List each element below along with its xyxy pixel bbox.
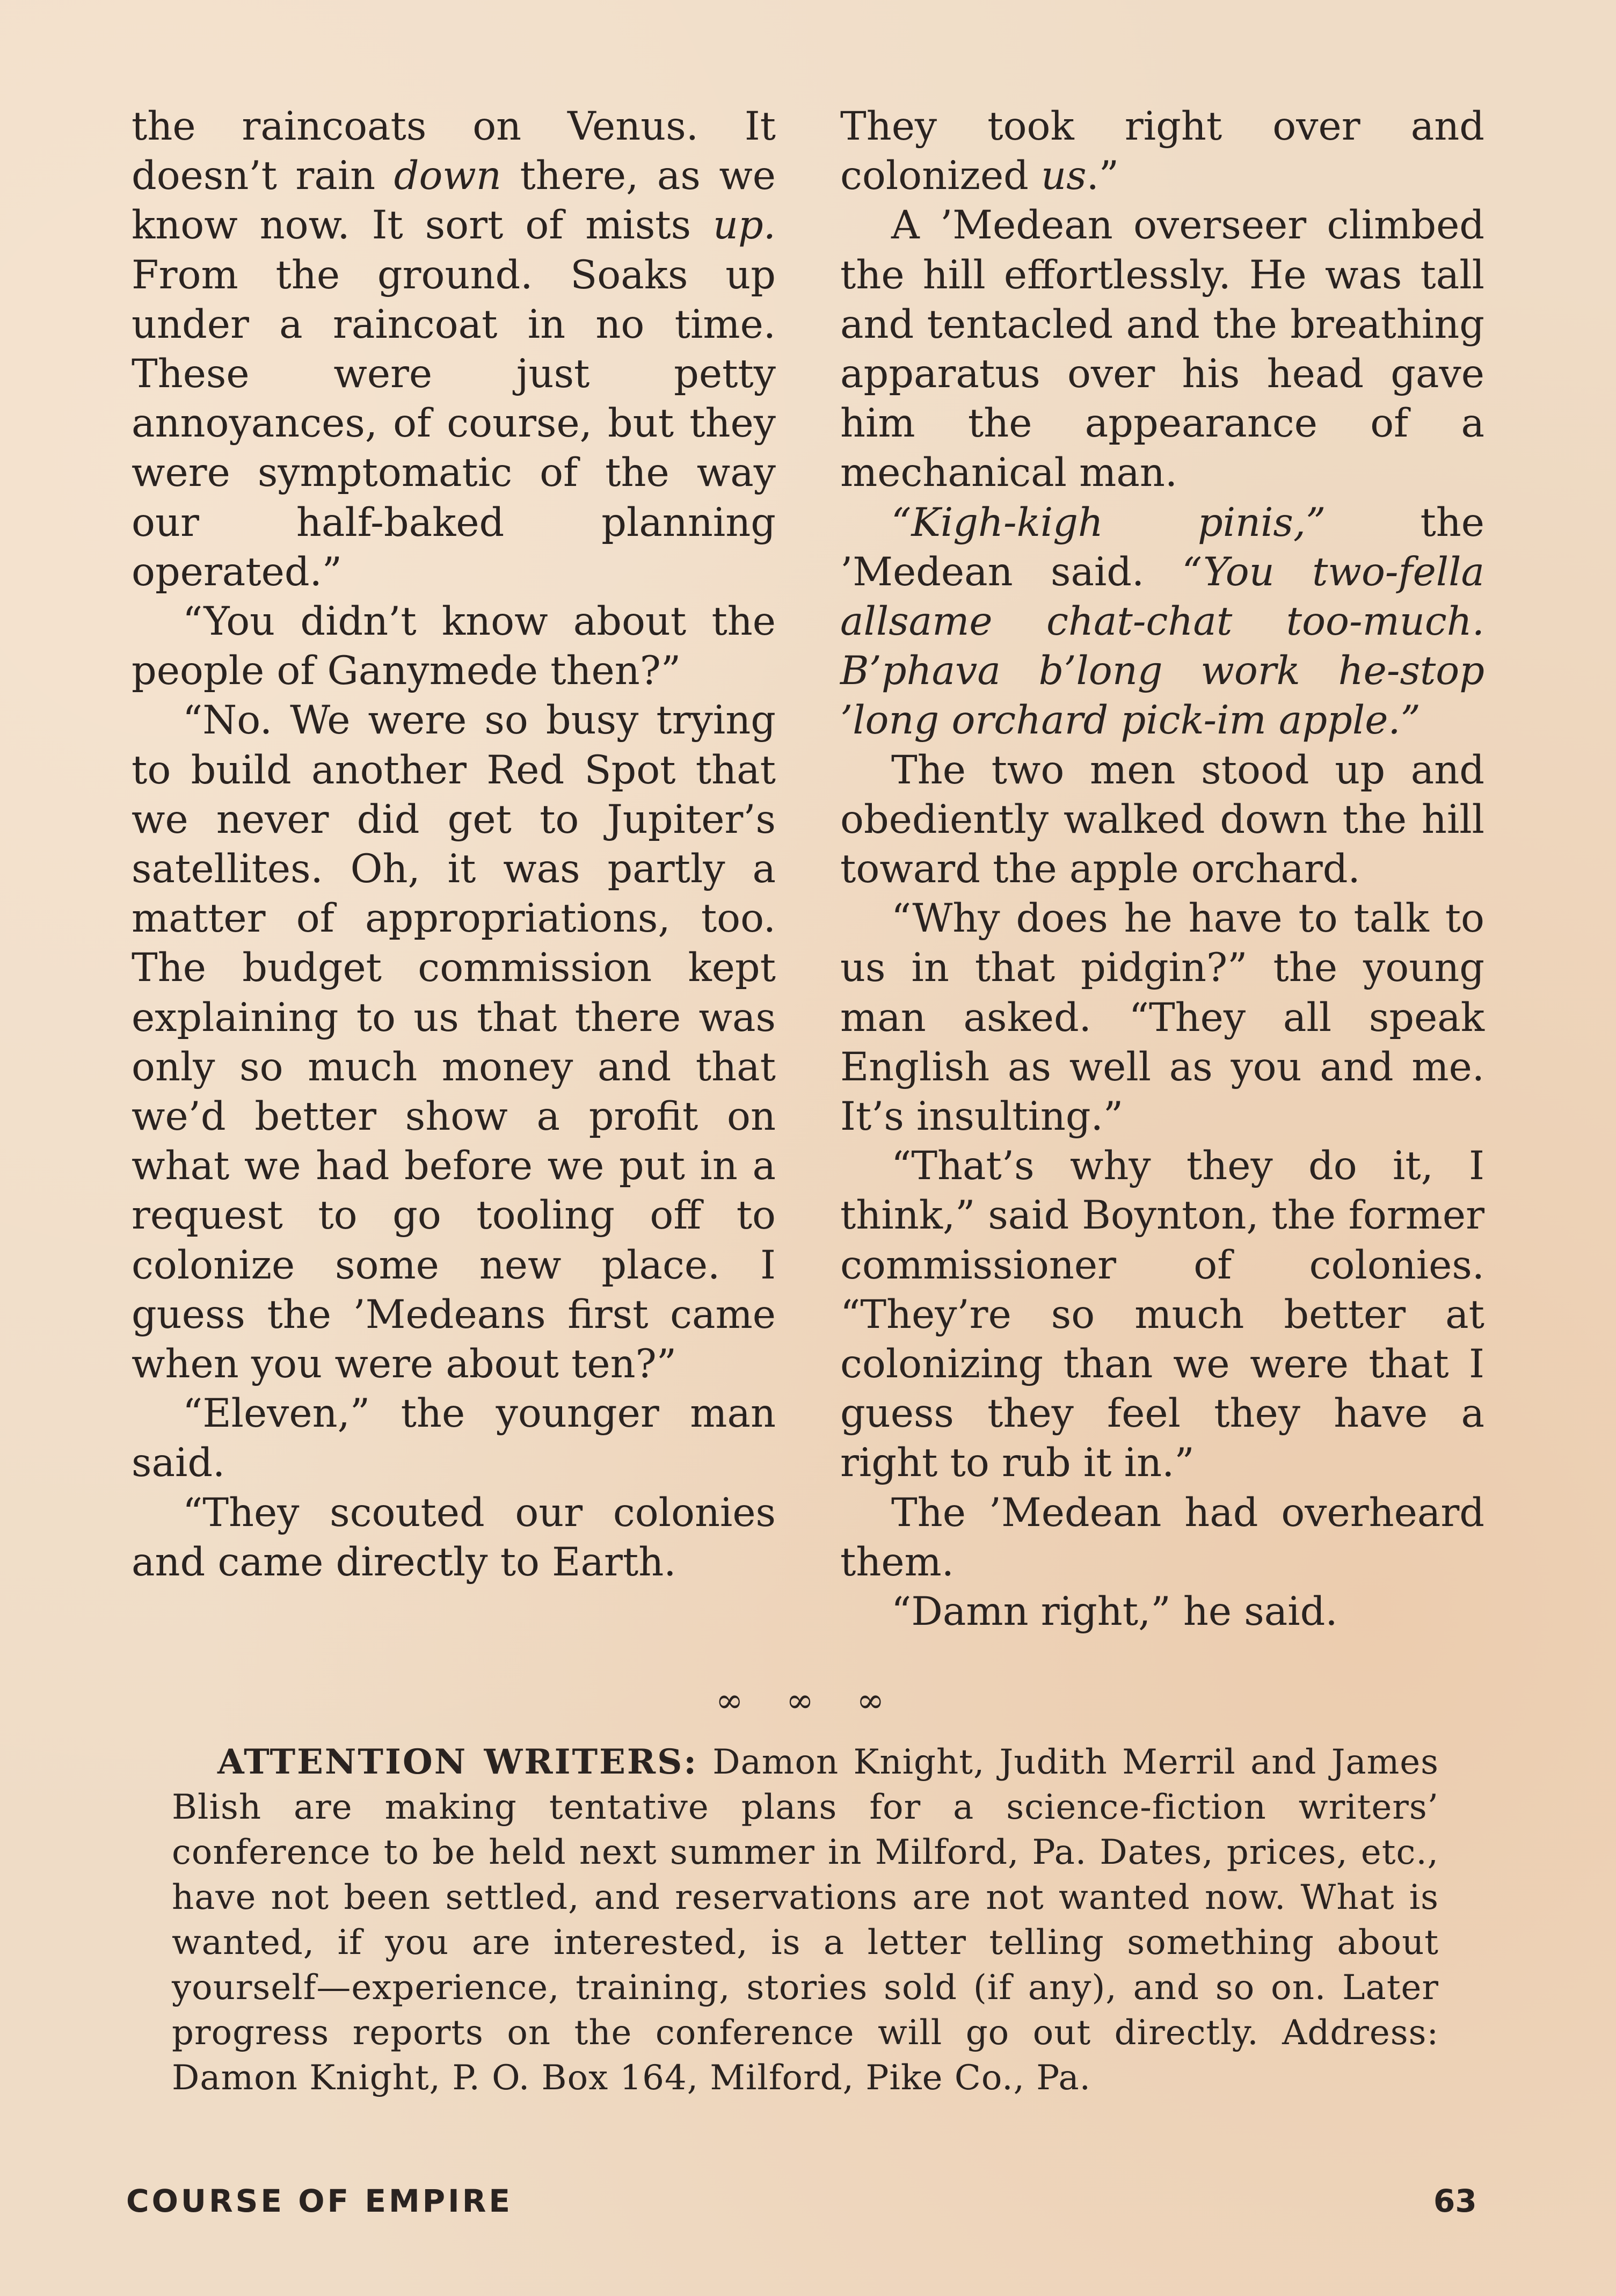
text-run: “Why does he have to talk to us in that pidgin?” the young man asked. “They all speak English as well as you and me. It’s insulting.” [840, 896, 1484, 1140]
running-footer-title: COURSE OF EMPIRE [126, 2183, 513, 2219]
paragraph [840, 201, 1484, 498]
text-run: the raincoats on Venus. It doesn’t rain [132, 104, 776, 199]
notice-lead: ATTENTION WRITERS: [217, 1742, 698, 1782]
italic-text: up. [713, 202, 776, 249]
left-column [132, 102, 776, 1587]
paragraph [840, 498, 1484, 746]
text-run: The ’Medean had overheard them. [840, 1490, 1484, 1585]
italic-text: us [1041, 153, 1087, 199]
paragraph [132, 102, 776, 597]
text-run: The two men stood up and obediently walked down the hill toward the apple orchard. [840, 747, 1484, 892]
paragraph [132, 597, 776, 696]
paragraph [132, 696, 776, 1389]
text-run: .” [1086, 153, 1119, 199]
text-run: “Eleven,” the younger man said. [132, 1391, 776, 1486]
paragraph [840, 1488, 1484, 1587]
attention-writers-notice [172, 1740, 1439, 2101]
section-separator: ∞ ∞ ∞ [715, 1681, 901, 1720]
paragraph [132, 1389, 776, 1488]
paragraph [840, 1587, 1484, 1637]
paragraph [840, 894, 1484, 1142]
right-column [840, 102, 1484, 1637]
italic-text: down [394, 153, 501, 199]
text-run: From the ground. Soaks up under a raincoat in no time. These were just petty annoyances, of course, but they were symptomatic of the way our half-baked planning operated.” [132, 252, 776, 595]
text-run: the ’Medean said. [840, 499, 1484, 595]
notice-body: Damon Knight, Judith Merril and James Blish are making tentative plans for a science-fiction writers’ conference to be held next summer in Milford, Pa. Dates, prices, etc., have not been settled, and reservations are not wanted now. What is wanted, if you are interested, is a letter telling something about yourself—experience, training, stories sold (if any), and so on. Later progress reports on the conference will go out directly. Address: Damon Knight, P. O. Box 164, Milford, Pike Co., Pa. [172, 1742, 1439, 2098]
text-run: “No. We were so busy trying to build another Red Spot that we never did get to Jupiter’s satellites. Oh, it was partly a matter of appropriations, too. The budget commission kept explaining to us that there was only so much money and that we’d better show a profit on what we had before we put in a request to go tooling off to colonize some new place. I guess the ’Medeans first came when you were about ten?” [132, 697, 776, 1387]
paragraph [840, 746, 1484, 895]
paragraph [840, 1142, 1484, 1488]
text-run: “That’s why they do it, I think,” said Boynton, the former commissioner of colonies. “They’re so much better at colonizing than we were that I guess they feel they have a right to rub it in.” [840, 1143, 1484, 1486]
text-run: A ’Medean overseer climbed the hill effortlessly. He was tall and tentacled and the breathing apparatus over his head gave him the appearance of a mechanical man. [840, 202, 1484, 496]
text-run: “Damn right,” he said. [891, 1589, 1338, 1635]
paragraph [132, 1488, 776, 1587]
text-run: “You didn’t know about the people of Ganymede then?” [132, 599, 776, 694]
text-run: They took right over and colonized [840, 104, 1484, 199]
page-number: 63 [1433, 2183, 1477, 2219]
paragraph [840, 102, 1484, 201]
text-run: “They scouted our colonies and came directly to Earth. [132, 1490, 776, 1585]
italic-text: “Kigh-kigh pinis,” [891, 499, 1326, 546]
text-run: there, as we know now. It sort of mists [132, 153, 776, 249]
italic-text: “You two-fella allsame chat-chat too-much. B’phava b’long work he-stop ’long orchard pick-im apple.” [840, 549, 1485, 744]
